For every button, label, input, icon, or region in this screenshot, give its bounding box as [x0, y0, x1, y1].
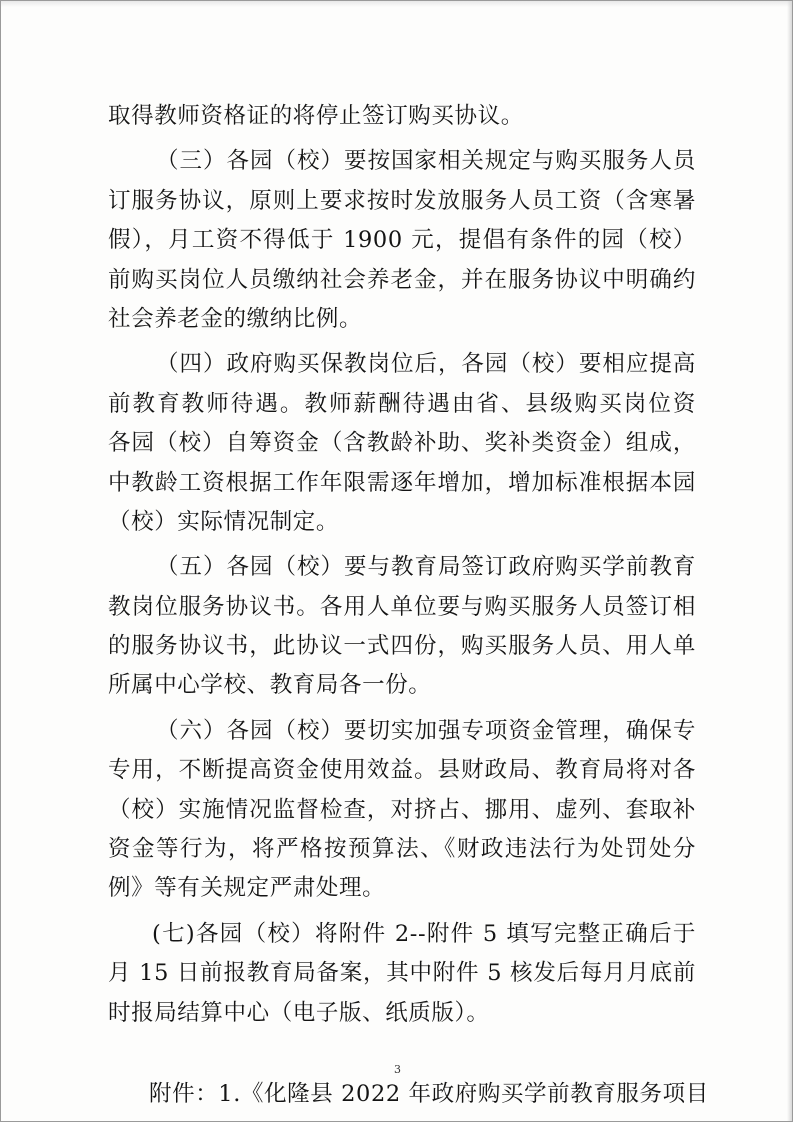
paragraph-line: 前教育教师待遇。教师薪酬待遇由省、县级购买岗位资: [108, 390, 696, 417]
scan-shadow-top: [1, 1, 793, 7]
paragraph-line: （四）政府购买保教岗位后，各园（校）要相应提高: [156, 351, 696, 378]
paragraph-line: (七)各园（校）将附件 2--附件 5 填写完整正确后于: [152, 920, 696, 947]
paragraph-line: 社会养老金的缴纳比例。: [108, 305, 363, 332]
paragraph-line: 所属中心学校、教育局各一份。: [108, 672, 432, 699]
paragraph-line: （校）实施情况监督检查，对挤占、挪用、虚列、套取补: [108, 796, 696, 823]
paragraph-line: 专用，不断提高资金使用效益。县财政局、教育局将对各: [108, 757, 696, 784]
paragraph-line: 的服务协议书，此协议一式四份，购买服务人员、用人单: [108, 633, 696, 660]
paragraph-line: （六）各园（校）要切实加强专项资金管理，确保专: [156, 717, 696, 744]
document-body: [108, 97, 709, 1114]
paragraph-line: 教岗位服务协议书。各用人单位要与购买服务人员签订相: [108, 593, 696, 620]
paragraph-line: 中教龄工资根据工作年限需逐年增加，增加标准根据本园: [108, 469, 696, 496]
paragraph-line: 取得教师资格证的将停止签订购买协议。: [108, 103, 524, 129]
paragraph-line: （校）实际情况制定。: [108, 508, 340, 535]
paragraph-line: （三）各园（校）要按国家相关规定与购买服务人员: [156, 148, 696, 175]
paragraph-line: 时报局结算中心（电子版、纸质版）。: [108, 999, 490, 1026]
paragraph-line: 月 15 日前报教育局备案，其中附件 5 核发后每月月底前: [108, 960, 696, 987]
paragraph-line: 订服务协议，原则上要求按时发放服务人员工资（含寒暑: [108, 187, 696, 214]
paragraph-line: （五）各园（校）要与教育局签订政府购买学前教育: [156, 554, 696, 581]
paragraph-line: 资金等行为，将严格按预算法、《财政违法行为处罚处分: [108, 836, 696, 863]
paragraph-line: 假），月工资不得低于 1900 元，提倡有条件的园（校）: [108, 227, 696, 254]
page-number: 3: [394, 1063, 401, 1076]
scan-shadow-right: [787, 1, 792, 1122]
paragraph-line: 例》等有关规定严肃处理。: [108, 875, 386, 902]
attachment-line: 附件：1.《化隆县 2022 年政府购买学前教育服务项目: [149, 1080, 709, 1107]
paragraph-line: 各园（校）自筹资金（含教龄补助、奖补类资金）组成，: [108, 430, 696, 457]
paragraph-line: 前购买岗位人员缴纳社会养老金，并在服务协议中明确约: [108, 266, 696, 293]
